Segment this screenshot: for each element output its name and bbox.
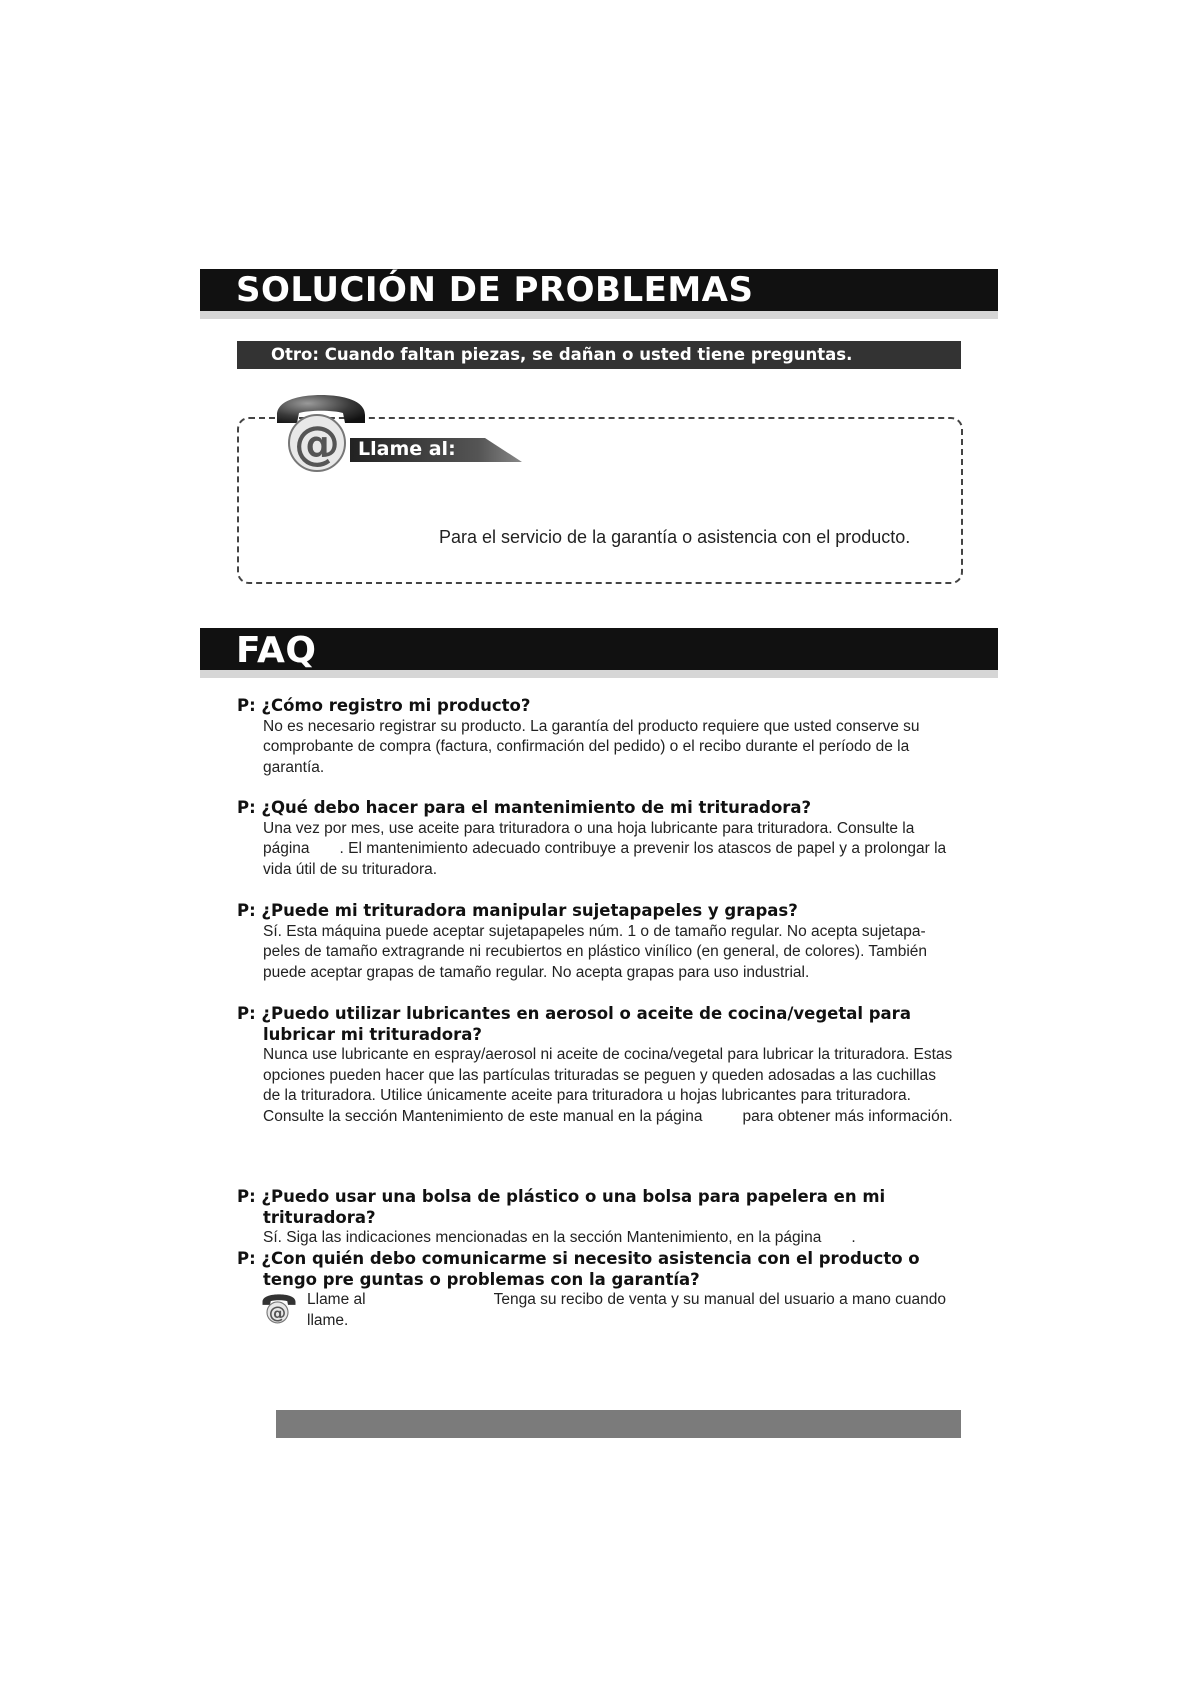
troubleshooting-title: SOLUCIÓN DE PROBLEMAS [236,270,754,310]
troubleshooting-subtitle: Otro: Cuando faltan piezas, se dañan o usted tiene preguntas. [271,345,853,364]
faq-item-1 [237,696,957,778]
faq-item-6 [237,1249,957,1331]
faq-item-2 [237,798,957,880]
faq-answer-part: Tenga su recibo de venta y su manual del usuario a mano cuando llame. [307,1291,946,1329]
footer-bar [276,1410,961,1438]
faq-answer-part: Sí. Siga las indicaciones mencionadas en la sección Mantenimiento, en la página [263,1229,822,1246]
faq-item-3 [237,901,957,983]
call-label-tag [350,438,522,462]
faq-answer-part: . [851,1229,856,1246]
faq-question: P: ¿Puedo usar una bolsa de plástico o una bolsa para papelera en mi trituradora? [237,1187,886,1227]
faq-question: P: ¿Qué debo hacer para el mantenimiento de mi trituradora? [237,798,812,817]
faq-answer [237,1290,957,1331]
faq-question: P: ¿Puedo utilizar lubricantes en aerosol o aceite de cocina/vegetal para lubricar mi trituradora? [237,1004,911,1044]
faq-answer: Sí. Esta máquina puede aceptar sujetapapeles núm. 1 o de tamaño regular. No acepta sujetapa-peles de tamaño extragrande ni recubiertos en plástico vinílico (en general, de colores). También puede aceptar grapas de tamaño regular. No acepta grapas para uso industrial. [263,922,928,981]
svg-text:@: @ [268,1303,287,1324]
faq-item-4 [237,1004,957,1127]
faq-answer [237,1228,957,1249]
faq-answer-part: para obtener más información. [742,1107,953,1125]
faq-answer [237,819,957,881]
warranty-note: Para el servicio de la garantía o asistencia con el producto. [439,527,911,547]
faq-question: P: ¿Cómo registro mi producto? [237,696,531,715]
troubleshooting-header [200,269,998,319]
faq-item-5 [237,1187,957,1249]
faq-answer: No es necesario registrar su producto. La garantía del producto requiere que usted conserve su comprobante de compra (factura, confirmación del pedido) o el recibo durante el período de la garantía. [263,717,920,776]
troubleshooting-subtitle-bar [237,341,961,369]
phone-at-icon [261,1292,297,1326]
faq-answer-part: Una vez por mes, use aceite para trituradora o una hoja lubricante para trituradora. Consulte la página [263,819,915,857]
faq-question: P: ¿Con quién debo comunicarme si necesito asistencia con el producto o tengo pre guntas o problemas con la garantía? [237,1249,920,1289]
faq-answer-part: Nunca use lubricante en espray/aerosol ni aceite de cocina/vegetal para lubricar la trituradora. Estas opciones pueden hacer que las partículas trituradas se peguen y queden adosadas a las cuchillas de la trituradora. Utilice únicamente aceite para trituradora u hojas lubricantes para trituradora. Consulte la sección Mantenimiento de este manual en la página [263,1046,953,1125]
phone-at-icon [273,393,369,475]
faq-title: FAQ [236,630,317,671]
faq-question: P: ¿Puede mi trituradora manipular sujetapapeles y grapas? [237,901,798,920]
svg-text:@: @ [294,416,340,470]
faq-answer-part: Llame al [307,1291,366,1308]
faq-answer-part: . El mantenimiento adecuado contribuye a prevenir los atascos de papel y a prolongar la vida útil de su trituradora. [263,840,947,878]
faq-header [200,628,998,678]
call-label: Llame al: [358,438,456,460]
faq-answer [237,1045,957,1127]
